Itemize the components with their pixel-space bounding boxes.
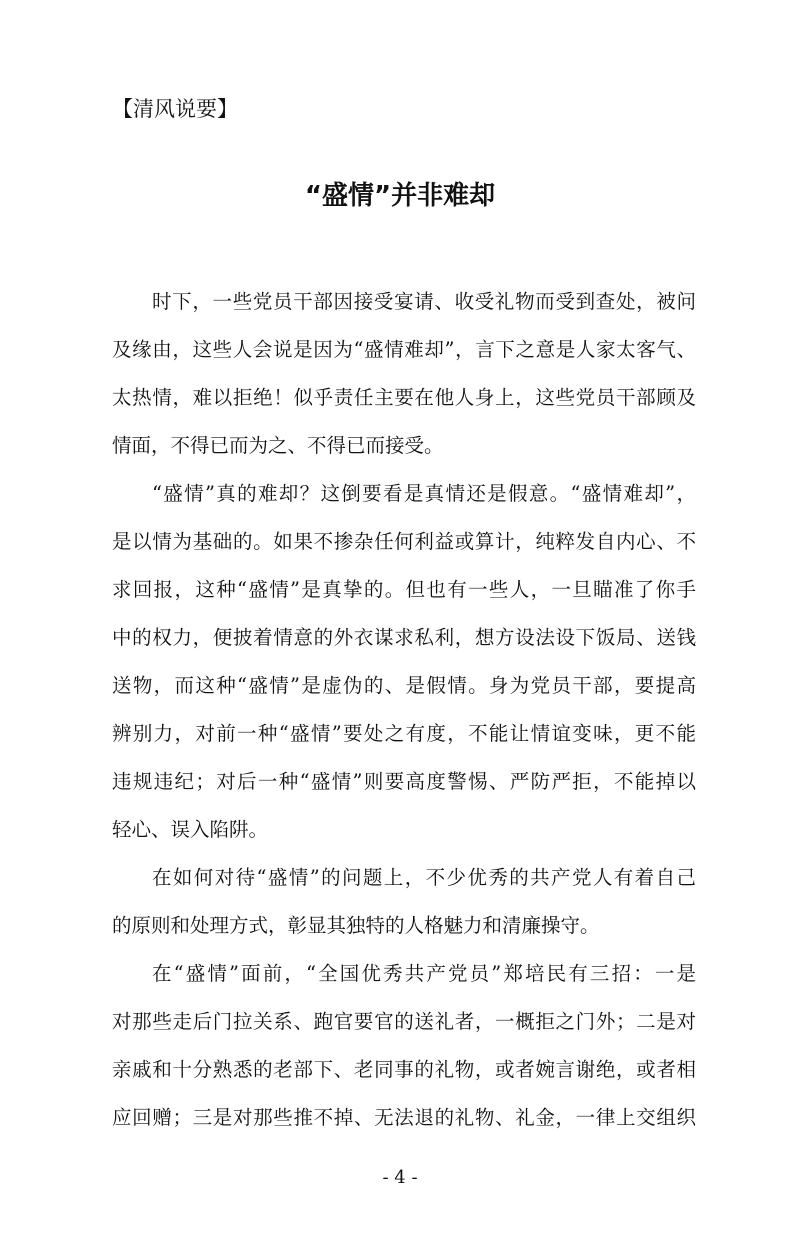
text-line: 在“盛情”面前，“全国优秀共产党员”郑培民有三招：一是 xyxy=(152,962,696,985)
text-line: 违规违纪；对后一种“盛情”则要高度警惕、严防严拒，不能掉以 xyxy=(112,770,696,793)
text-line: 辨别力，对前一种“盛情”要处之有度，不能让情谊变味，更不能 xyxy=(112,722,696,745)
page-number: - 4 - xyxy=(382,1167,418,1188)
text-line: 时下，一些党员干部因接受宴请、收受礼物而受到查处，被问 xyxy=(152,290,696,313)
section-tag: 【清风说要】 xyxy=(112,97,238,121)
text-line: 太热情，难以拒绝！似乎责任主要在他人身上，这些党员干部顾及 xyxy=(112,386,696,409)
text-line: 是以情为基础的。如果不掺杂任何利益或算计，纯粹发自内心、不 xyxy=(112,530,696,553)
text-line: 中的权力，便披着情意的外衣谋求私利，想方设法设下饭局、送钱 xyxy=(112,626,696,649)
text-line: 及缘由，这些人会说是因为“盛情难却”，言下之意是人家太客气、 xyxy=(112,338,696,361)
text-line: 轻心、误入陷阱。 xyxy=(112,818,269,841)
text-line: “盛情”真的难却？这倒要看是真情还是假意。“盛情难却”， xyxy=(152,482,696,505)
article-body xyxy=(112,278,696,1142)
paragraph-3 xyxy=(112,854,696,950)
text-line: 送物，而这种“盛情”是虚伪的、是假情。身为党员干部，要提高 xyxy=(112,674,696,697)
paragraph-4 xyxy=(112,950,696,1142)
text-line: 情面，不得已而为之、不得已而接受。 xyxy=(112,434,444,457)
text-line: 求回报，这种“盛情”是真挚的。但也有一些人，一旦瞄准了你手 xyxy=(112,578,696,601)
text-line: 在如何对待“盛情”的问题上，不少优秀的共产党人有着自己 xyxy=(152,866,696,889)
paragraph-1 xyxy=(112,278,696,470)
text-line: 应回赠；三是对那些推不掉、无法退的礼物、礼金，一律上交组织 xyxy=(112,1106,696,1129)
article-title: “盛情”并非难却 xyxy=(304,181,496,211)
text-line: 的原则和处理方式，彰显其独特的人格魅力和清廉操守。 xyxy=(112,914,600,937)
paragraph-2 xyxy=(112,470,696,854)
text-line: 亲戚和十分熟悉的老部下、老同事的礼物，或者婉言谢绝，或者相 xyxy=(112,1058,696,1081)
text-line: 对那些走后门拉关系、跑官要官的送礼者，一概拒之门外；二是对 xyxy=(112,1010,696,1033)
